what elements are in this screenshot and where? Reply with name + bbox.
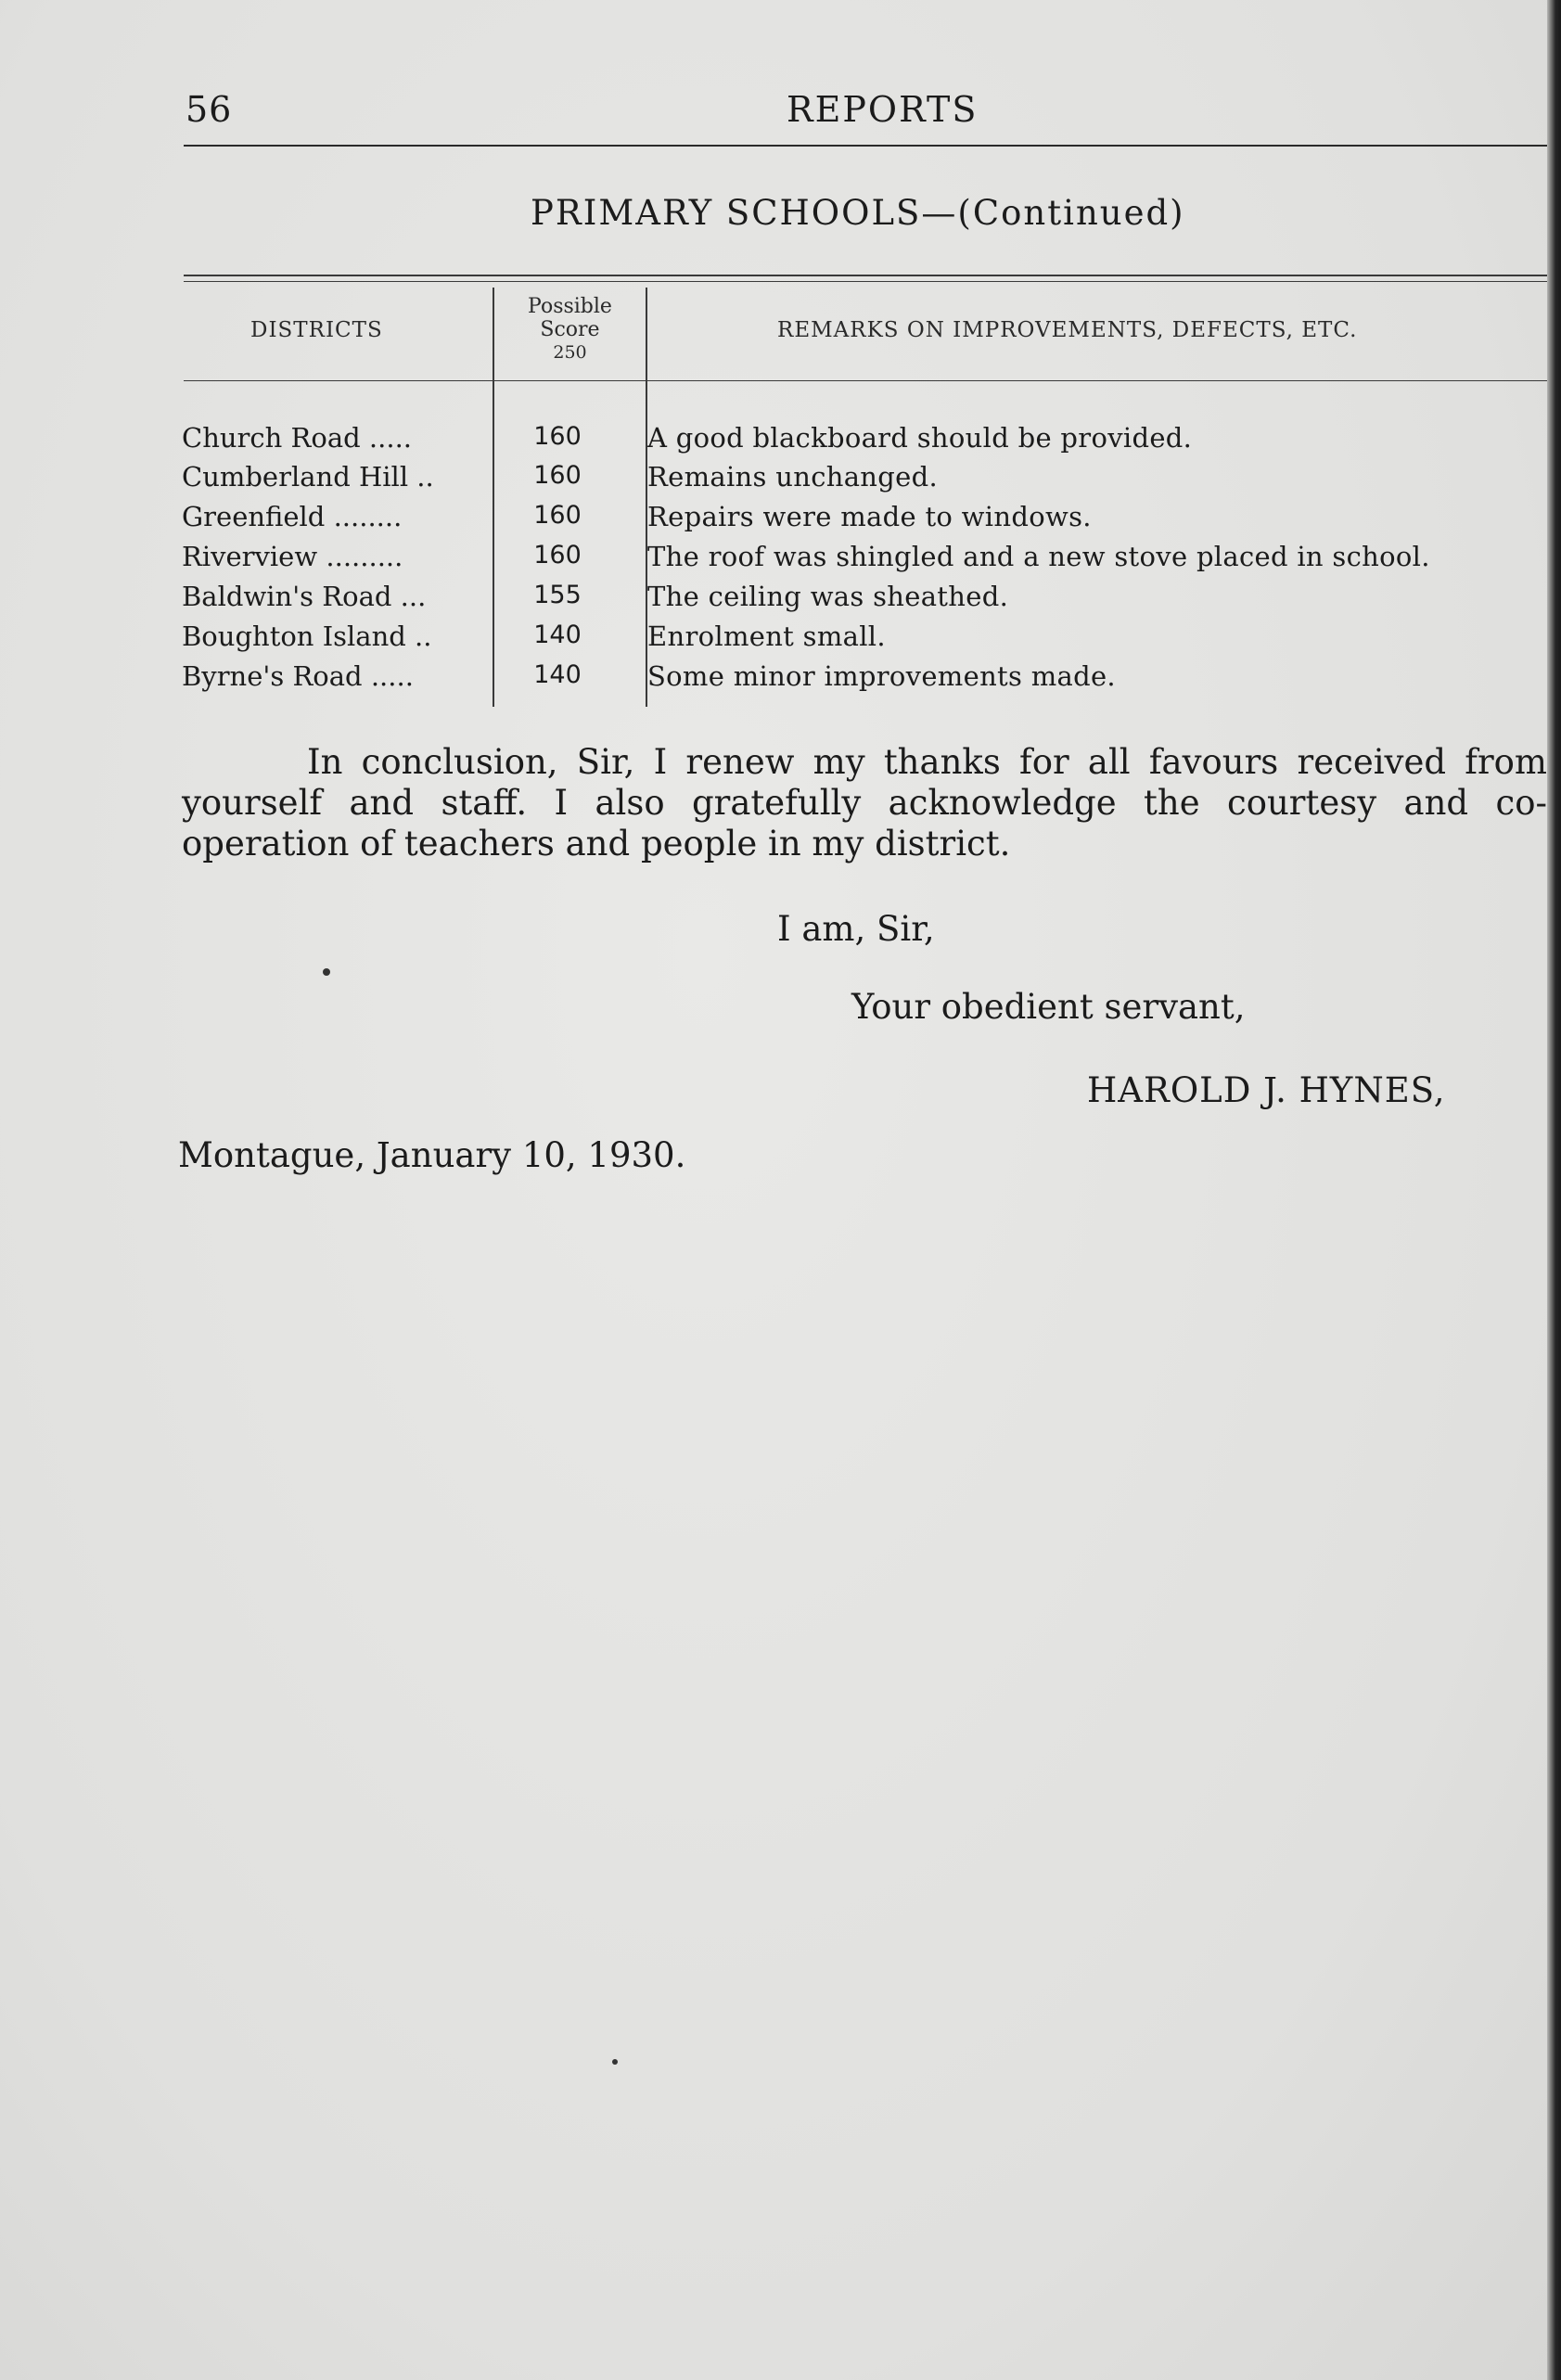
table-row	[182, 422, 1547, 461]
page-number: 56	[186, 89, 233, 130]
column-header-score-line1: Possible	[528, 295, 612, 318]
table-row	[182, 541, 1547, 580]
section-title: PRIMARY SCHOOLS—(Continued)	[531, 193, 1185, 233]
table-row	[182, 461, 1547, 500]
column-header-remarks: REMARKS ON IMPROVEMENTS, DEFECTS, ETC.	[777, 318, 1358, 342]
running-head: REPORTS	[787, 89, 979, 130]
district-score: 140	[533, 621, 582, 649]
district-score: 155	[533, 581, 582, 609]
salutation: I am, Sir,	[777, 909, 935, 949]
district-remark: Some minor improvements made.	[647, 660, 1116, 692]
signature: HAROLD J. HYNES,	[1087, 1070, 1446, 1110]
table-header-rule	[184, 380, 1547, 381]
table-row	[182, 621, 1547, 659]
column-header-score-line3: 250	[553, 342, 587, 363]
district-score: 160	[533, 541, 582, 569]
district-remark: Remains unchanged.	[647, 461, 938, 493]
district-score: 160	[533, 501, 582, 530]
district-name: Baldwin's Road ...	[182, 581, 427, 612]
district-score: 160	[533, 461, 582, 490]
page-edge-shadow	[1547, 0, 1561, 2380]
table-top-rule-2	[184, 281, 1547, 282]
column-header-districts: DISTRICTS	[250, 318, 383, 342]
district-name: Boughton Island ..	[182, 621, 432, 652]
ink-speck	[612, 2059, 618, 2065]
column-header-score	[494, 295, 646, 365]
district-name: Byrne's Road .....	[182, 660, 414, 692]
column-header-score-line2: Score	[540, 318, 600, 341]
district-name: Church Road .....	[182, 422, 413, 454]
paragraph-text: In conclusion, Sir, I renew my thanks for all favours received from yourself and staff. I also gratefully acknowledge the courtesy and co-operation of teachers and people in my district.	[182, 742, 1547, 864]
district-name: Greenfield ........	[182, 501, 403, 532]
district-remark: Repairs were made to windows.	[647, 501, 1092, 532]
district-name: Riverview .........	[182, 541, 403, 572]
district-score: 140	[533, 660, 582, 689]
table-top-rule	[184, 275, 1547, 276]
district-name: Cumberland Hill ..	[182, 461, 434, 493]
district-remark: The ceiling was sheathed.	[647, 581, 1009, 612]
closing-paragraph	[182, 742, 1547, 864]
valediction: Your obedient servant,	[851, 987, 1246, 1027]
table-row	[182, 581, 1547, 620]
district-remark: A good blackboard should be provided.	[647, 422, 1193, 454]
district-score: 160	[533, 422, 582, 451]
table-row	[182, 501, 1547, 540]
place-date: Montague, January 10, 1930.	[178, 1135, 686, 1175]
header-rule	[184, 145, 1547, 147]
district-remark: The roof was shingled and a new stove placed in school.	[647, 541, 1430, 572]
district-remark: Enrolment small.	[647, 621, 886, 652]
ink-speck	[323, 968, 330, 976]
table-row	[182, 660, 1547, 699]
